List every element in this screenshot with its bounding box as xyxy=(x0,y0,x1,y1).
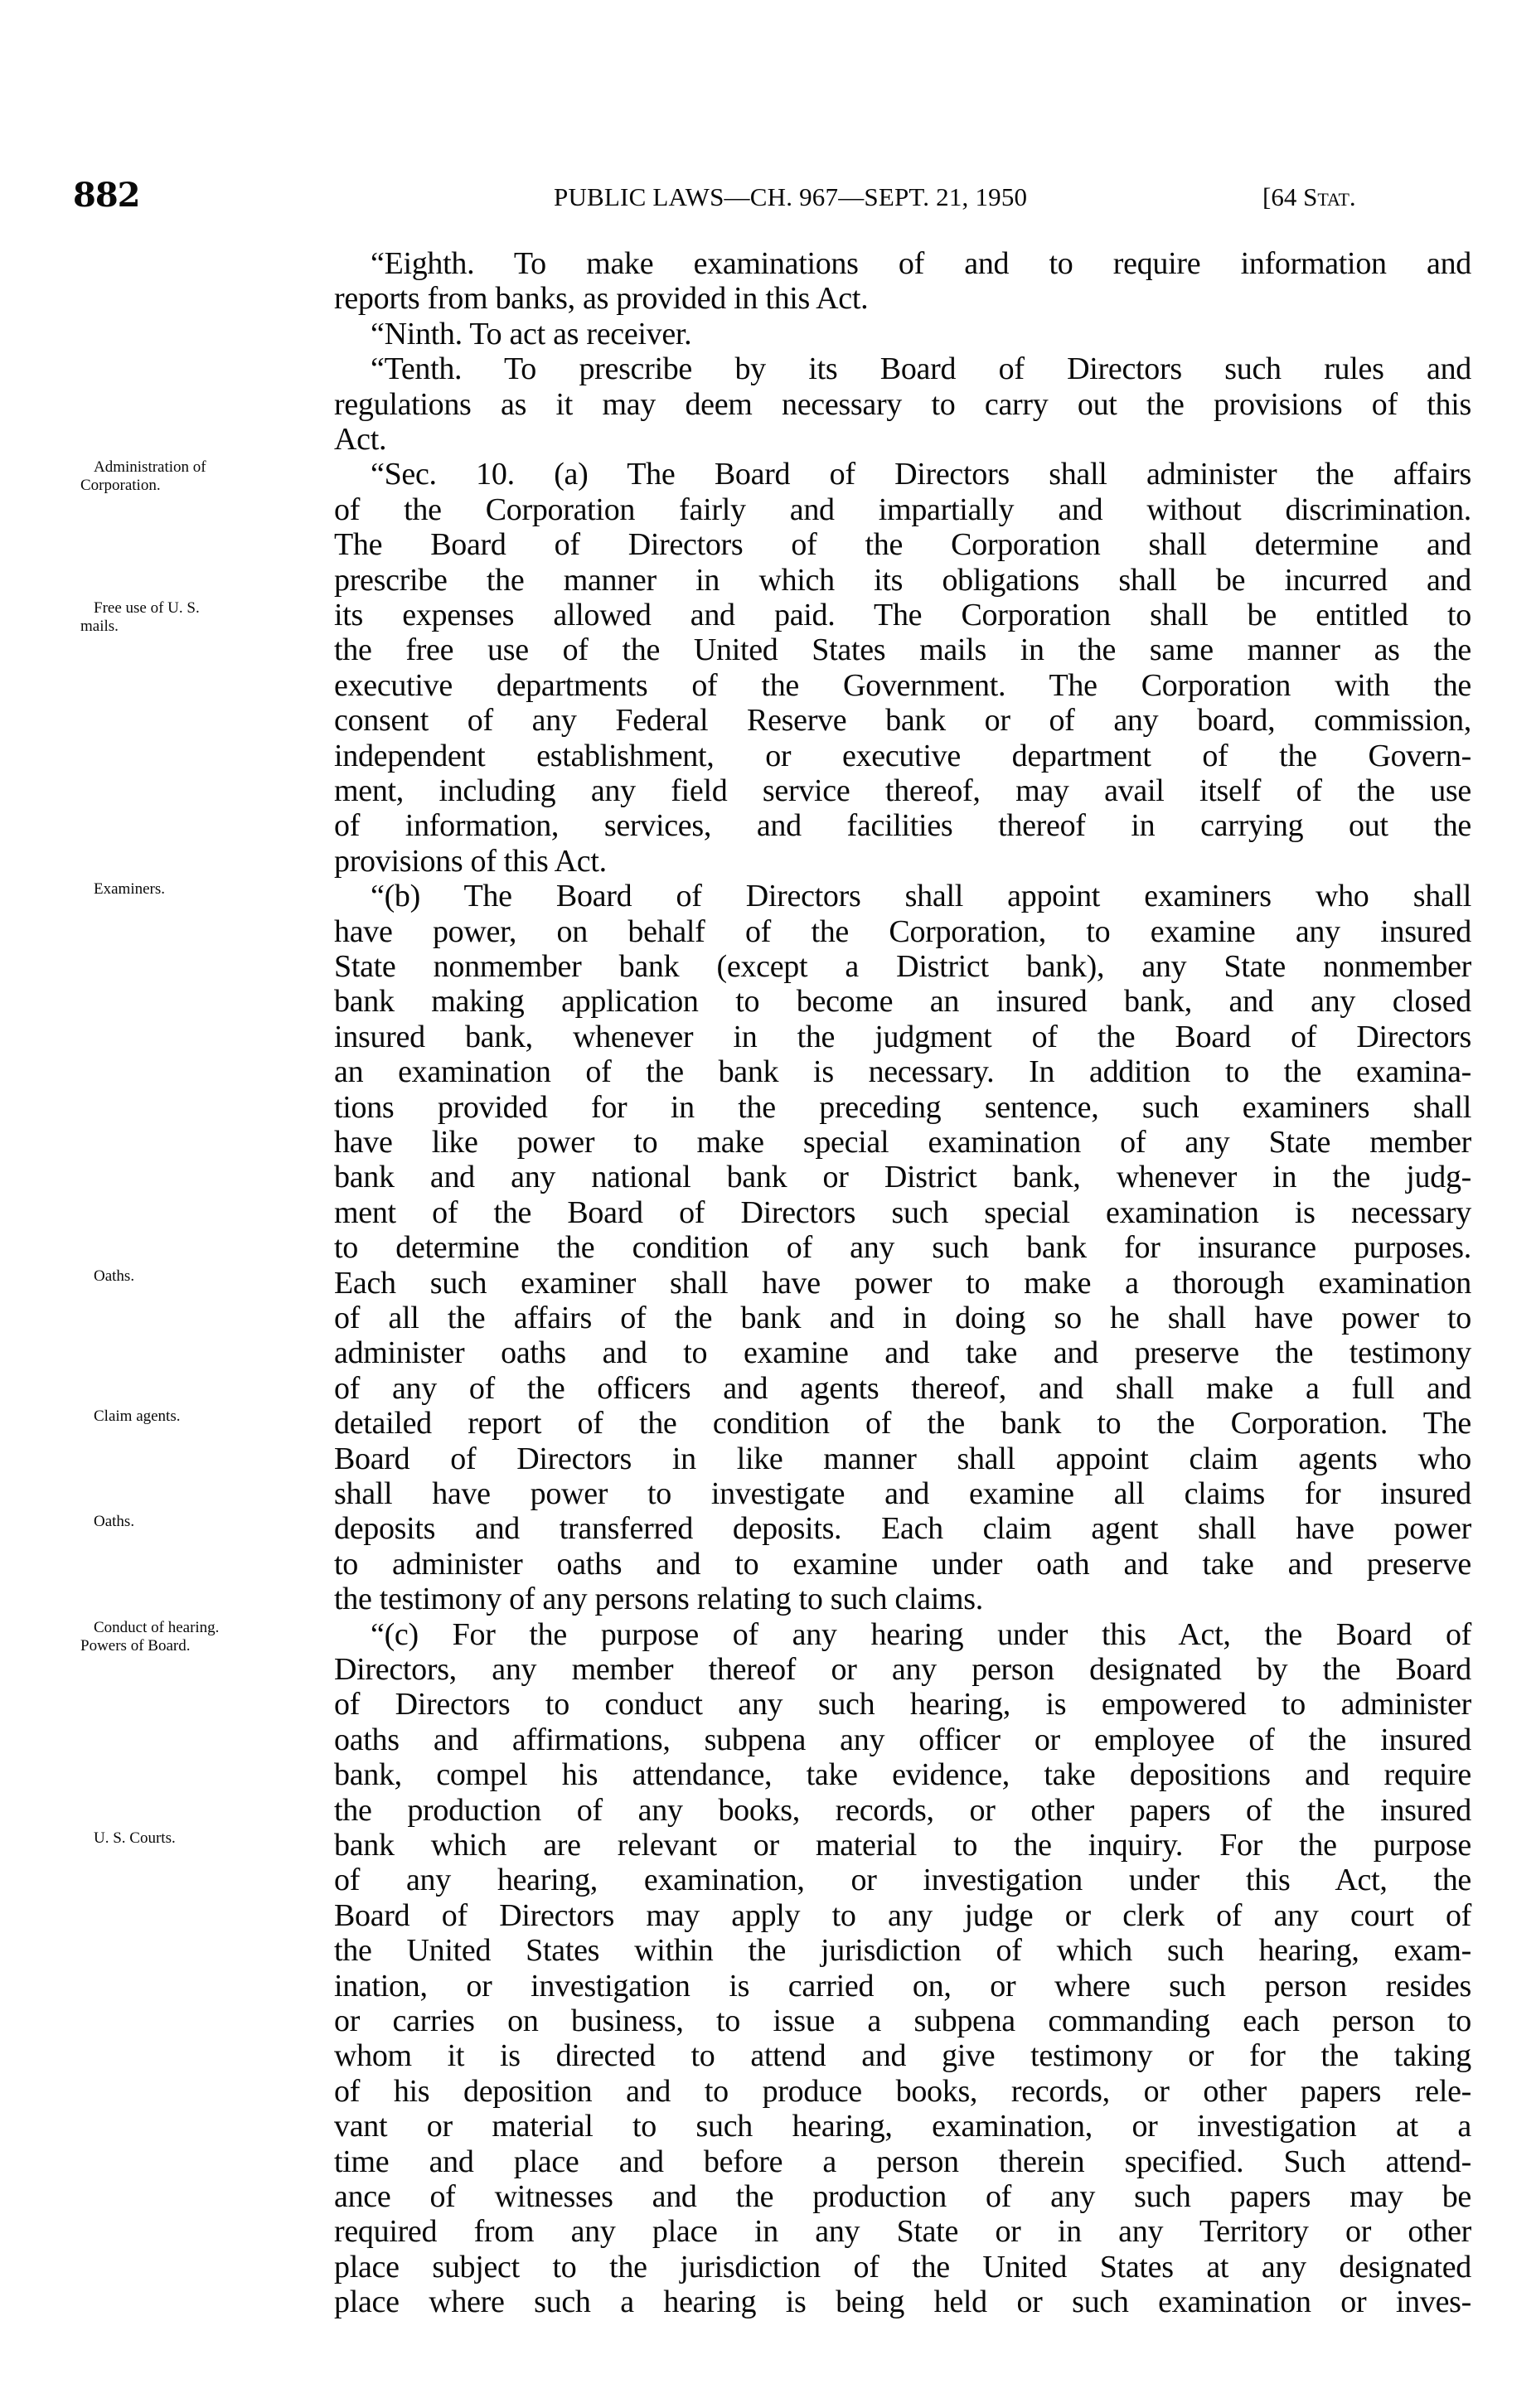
body-line: the production of any books, records, or other papers of the insured xyxy=(334,1792,1471,1828)
body-line: “Ninth. To act as receiver. xyxy=(371,316,692,351)
body-line: the free use of the United States mails in the same manner as the xyxy=(334,632,1471,668)
body-line: Board of Directors in like manner shall appoint claim agents who xyxy=(334,1441,1471,1476)
body-line: the United States within the jurisdiction of which such hearing, exam- xyxy=(334,1933,1471,1969)
body-line: regulations as it may deem necessary to carry out the provisions of this xyxy=(334,386,1471,422)
body-line: consent of any Federal Reserve bank or of any board, commission, xyxy=(334,703,1471,739)
body-line: “Tenth. To prescribe by its Board of Directors such rules and xyxy=(371,351,1471,387)
body-line: Board of Directors may apply to any judge or clerk of any court of xyxy=(334,1897,1471,1933)
body-line: or carries on business, to issue a subpena commanding each person to xyxy=(334,2003,1471,2038)
margin-note xyxy=(80,599,308,636)
margin-note xyxy=(80,1267,308,1286)
body-line: of the Corporation fairly and impartially and without discrimination. xyxy=(334,492,1471,527)
running-head: PUBLIC LAWS—CH. 967—SEPT. 21, 1950 xyxy=(554,182,1028,211)
body-line: of information, services, and facilities thereof in carrying out the xyxy=(334,808,1471,844)
body-line: detailed report of the condition of the bank to the Corporation. The xyxy=(334,1406,1471,1441)
body-line: Directors, any member thereof or any person designated by the Board xyxy=(334,1652,1471,1687)
body-line: have power, on behalf of the Corporation, to examine any insured xyxy=(334,913,1471,949)
body-line: bank which are relevant or material to the inquiry. For the purpose xyxy=(334,1828,1471,1863)
body-line: “(b) The Board of Directors shall appoint examiners who shall xyxy=(371,879,1471,914)
body-line: required from any place in any State or in any Territory or other xyxy=(334,2214,1471,2250)
body-line: place where such a hearing is being held or such examination or inves- xyxy=(334,2284,1471,2320)
body-line: the testimony of any persons relating to such claims. xyxy=(334,1582,983,1617)
statute-reference xyxy=(1262,182,1356,212)
statute-label: Stat. xyxy=(1303,182,1356,211)
body-line: bank, compel his attendance, take evidence, take depositions and require xyxy=(334,1757,1471,1793)
body-line: to administer oaths and to examine under oath and take and preserve xyxy=(334,1546,1471,1582)
body-line: ment of the Board of Directors such special examination is necessary xyxy=(334,1194,1471,1230)
margin-note-text-continued: mails. xyxy=(80,618,119,635)
body-line: administer oaths and to examine and take and preserve the testimony xyxy=(334,1335,1471,1371)
body-line: an examination of the bank is necessary. In addition to the examina- xyxy=(334,1054,1471,1090)
margin-note-text: Administration of xyxy=(94,458,206,477)
margin-note xyxy=(80,1619,308,1655)
margin-note-text-continued: Corporation. xyxy=(80,477,161,495)
margin-note-text: Claim agents. xyxy=(94,1407,181,1426)
body-line: ance of witnesses and the production of any such papers may be xyxy=(334,2179,1471,2214)
body-line: Each such examiner shall have power to make a thorough examination xyxy=(334,1265,1471,1301)
body-line: its expenses allowed and paid. The Corporation shall be entitled to xyxy=(334,598,1471,632)
body-line: Act. xyxy=(334,422,387,457)
body-line: provisions of this Act. xyxy=(334,843,607,879)
body-line: insured bank, whenever in the judgment of the Board of Directors xyxy=(334,1019,1471,1054)
statute-volume: [64 xyxy=(1262,182,1297,211)
body-line: time and place and before a person therein specified. Such attend- xyxy=(334,2144,1471,2179)
body-line: reports from banks, as provided in this Act. xyxy=(334,281,869,317)
body-line: bank making application to become an insured bank, and any closed xyxy=(334,984,1471,1020)
body-line: of any of the officers and agents thereof, and shall make a full and xyxy=(334,1370,1471,1406)
margin-note-text: Examiners. xyxy=(94,880,166,899)
body-line: of any hearing, examination, or investigation under this Act, the xyxy=(334,1863,1471,1898)
margin-note xyxy=(80,458,308,495)
body-line: “Sec. 10. (a) The Board of Directors shall administer the affairs xyxy=(371,457,1471,492)
body-line: have like power to make special examination of any State member xyxy=(334,1125,1471,1160)
margin-note xyxy=(80,1829,308,1848)
body-line: “Eighth. To make examinations of and to require information and xyxy=(371,246,1471,281)
body-line: shall have power to investigate and examine all claims for insured xyxy=(334,1476,1471,1511)
margin-note-text: Conduct of hearing. xyxy=(94,1618,220,1636)
body-line: tions provided for in the preceding sentence, such examiners shall xyxy=(334,1089,1471,1125)
page-number: 882 xyxy=(73,176,140,215)
margin-note-text: Oaths. xyxy=(94,1513,135,1531)
body-line: The Board of Directors of the Corporation shall determine and xyxy=(334,527,1471,563)
body-line: ination, or investigation is carried on, or where such person resides xyxy=(334,1968,1471,2003)
body-line: State nonmember bank (except a District bank), any State nonmember xyxy=(334,949,1471,984)
margin-note-text-continued: Powers of Board. xyxy=(80,1636,191,1655)
margin-note xyxy=(80,880,308,899)
body-line: place subject to the jurisdiction of the United States at any designated xyxy=(334,2249,1471,2284)
margin-note-text: Oaths. xyxy=(94,1267,135,1285)
body-line: prescribe the manner in which its obligations shall be incurred and xyxy=(334,562,1471,598)
margin-note-text: Free use of U. S. xyxy=(94,599,200,617)
body-line: of all the affairs of the bank and in doing so he shall have power to xyxy=(334,1301,1471,1335)
body-line: oaths and affirmations, subpena any officer or employee of the insured xyxy=(334,1722,1471,1757)
body-line: independent establishment, or executive department of the Govern- xyxy=(334,738,1471,773)
body-line: ment, including any field service thereof, may avail itself of the use xyxy=(334,773,1471,808)
body-line: vant or material to such hearing, examination, or investigation at a xyxy=(334,2109,1471,2144)
margin-note xyxy=(80,1407,308,1426)
margin-note xyxy=(80,1513,308,1531)
body-line: bank and any national bank or District bank, whenever in the judg- xyxy=(334,1160,1471,1195)
margin-note-text: U. S. Courts. xyxy=(94,1829,176,1847)
body-line: to determine the condition of any such bank for insurance purposes. xyxy=(334,1230,1471,1266)
body-line: whom it is directed to attend and give testimony or for the taking xyxy=(334,2038,1471,2074)
body-line: “(c) For the purpose of any hearing under this Act, the Board of xyxy=(371,1616,1471,1652)
body-line: of his deposition and to produce books, records, or other papers rele- xyxy=(334,2073,1471,2109)
body-line: of Directors to conduct any such hearing, is empowered to administer xyxy=(334,1687,1471,1722)
body-line: executive departments of the Government. The Corporation with the xyxy=(334,667,1471,703)
body-line: deposits and transferred deposits. Each claim agent shall have power xyxy=(334,1511,1471,1547)
